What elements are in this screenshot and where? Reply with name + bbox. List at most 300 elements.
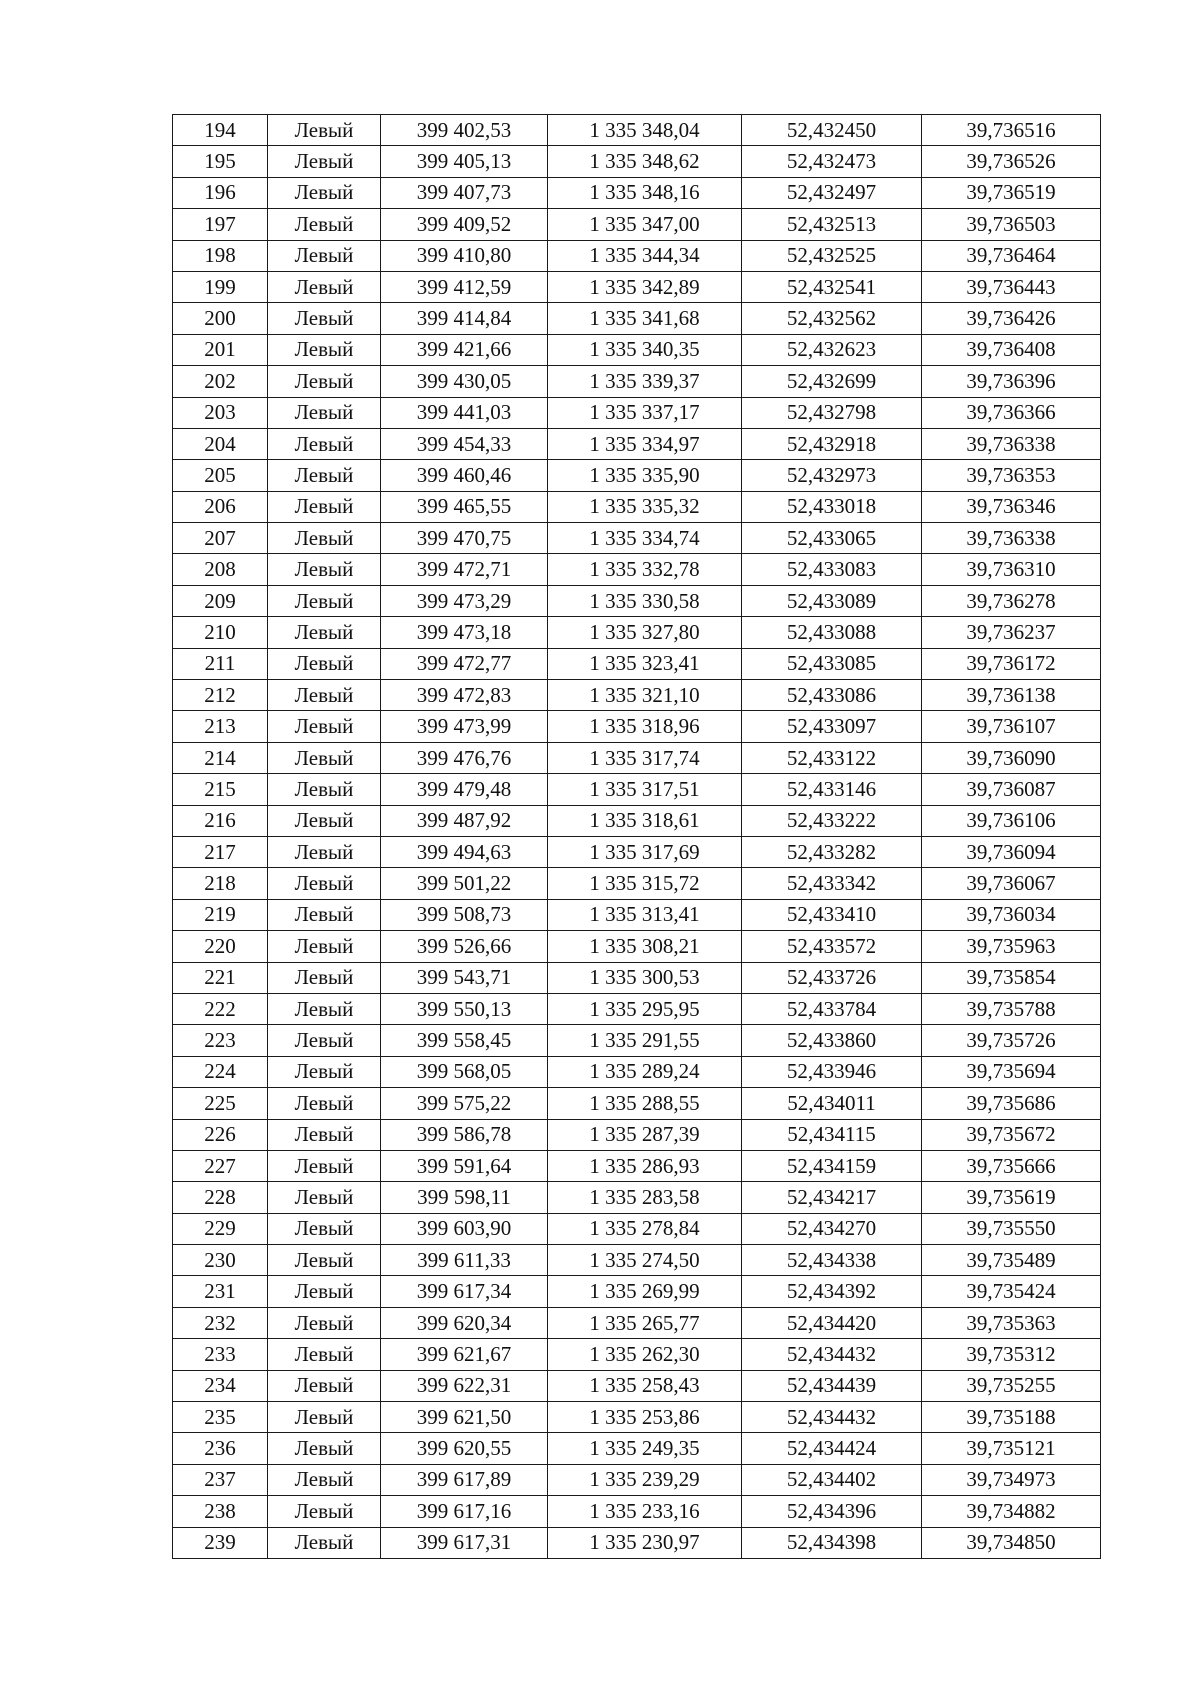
cell-point-number: 231 bbox=[173, 1276, 268, 1307]
cell-side: Левый bbox=[268, 209, 381, 240]
cell-side: Левый bbox=[268, 460, 381, 491]
cell-side: Левый bbox=[268, 1276, 381, 1307]
cell-side: Левый bbox=[268, 617, 381, 648]
table-row bbox=[173, 1339, 1101, 1370]
cell-point-number: 239 bbox=[173, 1527, 268, 1558]
cell-coord-y: 1 335 288,55 bbox=[548, 1088, 742, 1119]
table-row bbox=[173, 1119, 1101, 1150]
cell-coord-y: 1 335 334,97 bbox=[548, 428, 742, 459]
cell-coord-y: 1 335 274,50 bbox=[548, 1245, 742, 1276]
cell-coord-y: 1 335 269,99 bbox=[548, 1276, 742, 1307]
cell-longitude: 39,736366 bbox=[922, 397, 1101, 428]
coordinates-table bbox=[172, 114, 1101, 1559]
cell-latitude: 52,434432 bbox=[742, 1339, 922, 1370]
cell-point-number: 218 bbox=[173, 868, 268, 899]
cell-longitude: 39,736464 bbox=[922, 240, 1101, 271]
cell-point-number: 225 bbox=[173, 1088, 268, 1119]
cell-coord-y: 1 335 315,72 bbox=[548, 868, 742, 899]
table-row bbox=[173, 1150, 1101, 1181]
cell-latitude: 52,434338 bbox=[742, 1245, 922, 1276]
cell-point-number: 226 bbox=[173, 1119, 268, 1150]
cell-longitude: 39,735255 bbox=[922, 1370, 1101, 1401]
cell-side: Левый bbox=[268, 1402, 381, 1433]
cell-longitude: 39,736106 bbox=[922, 805, 1101, 836]
cell-longitude: 39,736396 bbox=[922, 366, 1101, 397]
cell-side: Левый bbox=[268, 115, 381, 146]
cell-coord-x: 399 410,80 bbox=[381, 240, 548, 271]
table-row bbox=[173, 962, 1101, 993]
table-row bbox=[173, 115, 1101, 146]
cell-coord-x: 399 543,71 bbox=[381, 962, 548, 993]
cell-side: Левый bbox=[268, 648, 381, 679]
cell-latitude: 52,432525 bbox=[742, 240, 922, 271]
cell-longitude: 39,735121 bbox=[922, 1433, 1101, 1464]
cell-coord-y: 1 335 348,62 bbox=[548, 146, 742, 177]
cell-latitude: 52,433097 bbox=[742, 711, 922, 742]
cell-latitude: 52,433086 bbox=[742, 680, 922, 711]
cell-point-number: 204 bbox=[173, 428, 268, 459]
cell-side: Левый bbox=[268, 1464, 381, 1495]
cell-latitude: 52,433572 bbox=[742, 931, 922, 962]
cell-coord-y: 1 335 339,37 bbox=[548, 366, 742, 397]
table-row bbox=[173, 1056, 1101, 1087]
cell-side: Левый bbox=[268, 334, 381, 365]
cell-coord-y: 1 335 348,04 bbox=[548, 115, 742, 146]
cell-point-number: 233 bbox=[173, 1339, 268, 1370]
cell-latitude: 52,433146 bbox=[742, 774, 922, 805]
cell-point-number: 213 bbox=[173, 711, 268, 742]
cell-coord-x: 399 412,59 bbox=[381, 271, 548, 302]
cell-point-number: 216 bbox=[173, 805, 268, 836]
table-row bbox=[173, 428, 1101, 459]
cell-coord-x: 399 617,16 bbox=[381, 1496, 548, 1527]
cell-coord-x: 399 508,73 bbox=[381, 899, 548, 930]
table-row bbox=[173, 868, 1101, 899]
cell-coord-y: 1 335 300,53 bbox=[548, 962, 742, 993]
cell-latitude: 52,434424 bbox=[742, 1433, 922, 1464]
cell-point-number: 202 bbox=[173, 366, 268, 397]
table-row bbox=[173, 491, 1101, 522]
cell-coord-x: 399 620,34 bbox=[381, 1307, 548, 1338]
cell-latitude: 52,433946 bbox=[742, 1056, 922, 1087]
cell-latitude: 52,432562 bbox=[742, 303, 922, 334]
table-row bbox=[173, 397, 1101, 428]
cell-longitude: 39,734850 bbox=[922, 1527, 1101, 1558]
cell-point-number: 198 bbox=[173, 240, 268, 271]
cell-point-number: 236 bbox=[173, 1433, 268, 1464]
cell-side: Левый bbox=[268, 1245, 381, 1276]
table-row bbox=[173, 993, 1101, 1024]
cell-longitude: 39,734973 bbox=[922, 1464, 1101, 1495]
cell-side: Левый bbox=[268, 1527, 381, 1558]
cell-latitude: 52,432918 bbox=[742, 428, 922, 459]
cell-side: Левый bbox=[268, 1150, 381, 1181]
cell-coord-x: 399 621,50 bbox=[381, 1402, 548, 1433]
cell-latitude: 52,434439 bbox=[742, 1370, 922, 1401]
cell-coord-y: 1 335 286,93 bbox=[548, 1150, 742, 1181]
cell-coord-x: 399 454,33 bbox=[381, 428, 548, 459]
cell-longitude: 39,736443 bbox=[922, 271, 1101, 302]
cell-point-number: 196 bbox=[173, 177, 268, 208]
cell-longitude: 39,735489 bbox=[922, 1245, 1101, 1276]
cell-coord-y: 1 335 335,90 bbox=[548, 460, 742, 491]
cell-point-number: 209 bbox=[173, 585, 268, 616]
cell-point-number: 234 bbox=[173, 1370, 268, 1401]
cell-longitude: 39,736138 bbox=[922, 680, 1101, 711]
table-row bbox=[173, 836, 1101, 867]
cell-latitude: 52,433282 bbox=[742, 836, 922, 867]
cell-longitude: 39,736034 bbox=[922, 899, 1101, 930]
cell-coord-y: 1 335 341,68 bbox=[548, 303, 742, 334]
cell-side: Левый bbox=[268, 428, 381, 459]
cell-coord-y: 1 335 230,97 bbox=[548, 1527, 742, 1558]
cell-point-number: 195 bbox=[173, 146, 268, 177]
cell-coord-y: 1 335 233,16 bbox=[548, 1496, 742, 1527]
cell-side: Левый bbox=[268, 742, 381, 773]
cell-side: Левый bbox=[268, 177, 381, 208]
cell-longitude: 39,736310 bbox=[922, 554, 1101, 585]
cell-point-number: 229 bbox=[173, 1213, 268, 1244]
cell-side: Левый bbox=[268, 774, 381, 805]
cell-latitude: 52,434420 bbox=[742, 1307, 922, 1338]
cell-longitude: 39,736278 bbox=[922, 585, 1101, 616]
table-row bbox=[173, 742, 1101, 773]
cell-latitude: 52,433784 bbox=[742, 993, 922, 1024]
cell-latitude: 52,433089 bbox=[742, 585, 922, 616]
cell-side: Левый bbox=[268, 899, 381, 930]
cell-latitude: 52,434396 bbox=[742, 1496, 922, 1527]
cell-coord-x: 399 430,05 bbox=[381, 366, 548, 397]
cell-side: Левый bbox=[268, 931, 381, 962]
cell-longitude: 39,736353 bbox=[922, 460, 1101, 491]
cell-coord-x: 399 409,52 bbox=[381, 209, 548, 240]
cell-coord-x: 399 414,84 bbox=[381, 303, 548, 334]
cell-coord-y: 1 335 308,21 bbox=[548, 931, 742, 962]
cell-side: Левый bbox=[268, 271, 381, 302]
table-row bbox=[173, 366, 1101, 397]
cell-coord-x: 399 617,31 bbox=[381, 1527, 548, 1558]
cell-coord-y: 1 335 239,29 bbox=[548, 1464, 742, 1495]
cell-point-number: 223 bbox=[173, 1025, 268, 1056]
cell-longitude: 39,734882 bbox=[922, 1496, 1101, 1527]
table-body bbox=[173, 115, 1101, 1559]
cell-point-number: 219 bbox=[173, 899, 268, 930]
cell-latitude: 52,432798 bbox=[742, 397, 922, 428]
cell-latitude: 52,433122 bbox=[742, 742, 922, 773]
cell-coord-y: 1 335 295,95 bbox=[548, 993, 742, 1024]
table-row bbox=[173, 899, 1101, 930]
cell-longitude: 39,735666 bbox=[922, 1150, 1101, 1181]
cell-side: Левый bbox=[268, 240, 381, 271]
cell-coord-y: 1 335 287,39 bbox=[548, 1119, 742, 1150]
cell-longitude: 39,735726 bbox=[922, 1025, 1101, 1056]
cell-longitude: 39,735672 bbox=[922, 1119, 1101, 1150]
table-row bbox=[173, 1276, 1101, 1307]
cell-latitude: 52,433088 bbox=[742, 617, 922, 648]
cell-latitude: 52,433065 bbox=[742, 523, 922, 554]
cell-coord-x: 399 591,64 bbox=[381, 1150, 548, 1181]
table-row bbox=[173, 1025, 1101, 1056]
cell-point-number: 203 bbox=[173, 397, 268, 428]
cell-point-number: 214 bbox=[173, 742, 268, 773]
cell-latitude: 52,434217 bbox=[742, 1182, 922, 1213]
cell-coord-x: 399 407,73 bbox=[381, 177, 548, 208]
cell-point-number: 238 bbox=[173, 1496, 268, 1527]
cell-latitude: 52,432699 bbox=[742, 366, 922, 397]
cell-longitude: 39,736408 bbox=[922, 334, 1101, 365]
cell-longitude: 39,735686 bbox=[922, 1088, 1101, 1119]
cell-longitude: 39,735312 bbox=[922, 1339, 1101, 1370]
cell-side: Левый bbox=[268, 523, 381, 554]
cell-side: Левый bbox=[268, 1496, 381, 1527]
cell-latitude: 52,434159 bbox=[742, 1150, 922, 1181]
table-row bbox=[173, 711, 1101, 742]
cell-side: Левый bbox=[268, 303, 381, 334]
table-row bbox=[173, 523, 1101, 554]
cell-side: Левый bbox=[268, 1119, 381, 1150]
cell-latitude: 52,434011 bbox=[742, 1088, 922, 1119]
table-row bbox=[173, 1182, 1101, 1213]
cell-coord-y: 1 335 318,96 bbox=[548, 711, 742, 742]
cell-coord-x: 399 526,66 bbox=[381, 931, 548, 962]
cell-side: Левый bbox=[268, 836, 381, 867]
cell-latitude: 52,432541 bbox=[742, 271, 922, 302]
cell-point-number: 220 bbox=[173, 931, 268, 962]
cell-latitude: 52,434115 bbox=[742, 1119, 922, 1150]
cell-point-number: 224 bbox=[173, 1056, 268, 1087]
cell-point-number: 235 bbox=[173, 1402, 268, 1433]
cell-coord-y: 1 335 262,30 bbox=[548, 1339, 742, 1370]
cell-longitude: 39,736090 bbox=[922, 742, 1101, 773]
cell-coord-x: 399 611,33 bbox=[381, 1245, 548, 1276]
cell-coord-y: 1 335 335,32 bbox=[548, 491, 742, 522]
cell-point-number: 222 bbox=[173, 993, 268, 1024]
table-row bbox=[173, 680, 1101, 711]
table-row bbox=[173, 334, 1101, 365]
cell-coord-y: 1 335 258,43 bbox=[548, 1370, 742, 1401]
cell-coord-x: 399 472,83 bbox=[381, 680, 548, 711]
cell-coord-y: 1 335 327,80 bbox=[548, 617, 742, 648]
table-row bbox=[173, 617, 1101, 648]
cell-point-number: 197 bbox=[173, 209, 268, 240]
cell-coord-y: 1 335 265,77 bbox=[548, 1307, 742, 1338]
cell-point-number: 237 bbox=[173, 1464, 268, 1495]
table-row bbox=[173, 303, 1101, 334]
cell-side: Левый bbox=[268, 554, 381, 585]
cell-coord-x: 399 621,67 bbox=[381, 1339, 548, 1370]
cell-latitude: 52,432450 bbox=[742, 115, 922, 146]
cell-side: Левый bbox=[268, 146, 381, 177]
cell-coord-x: 399 441,03 bbox=[381, 397, 548, 428]
cell-side: Левый bbox=[268, 1307, 381, 1338]
table-row bbox=[173, 1213, 1101, 1244]
cell-coord-y: 1 335 344,34 bbox=[548, 240, 742, 271]
cell-latitude: 52,434432 bbox=[742, 1402, 922, 1433]
cell-side: Левый bbox=[268, 993, 381, 1024]
cell-coord-y: 1 335 330,58 bbox=[548, 585, 742, 616]
cell-coord-y: 1 335 289,24 bbox=[548, 1056, 742, 1087]
cell-side: Левый bbox=[268, 1370, 381, 1401]
cell-coord-y: 1 335 291,55 bbox=[548, 1025, 742, 1056]
cell-latitude: 52,433860 bbox=[742, 1025, 922, 1056]
cell-side: Левый bbox=[268, 1433, 381, 1464]
cell-longitude: 39,736107 bbox=[922, 711, 1101, 742]
cell-longitude: 39,735188 bbox=[922, 1402, 1101, 1433]
cell-longitude: 39,735963 bbox=[922, 931, 1101, 962]
cell-latitude: 52,434270 bbox=[742, 1213, 922, 1244]
cell-coord-x: 399 473,29 bbox=[381, 585, 548, 616]
cell-latitude: 52,432497 bbox=[742, 177, 922, 208]
cell-longitude: 39,736516 bbox=[922, 115, 1101, 146]
cell-side: Левый bbox=[268, 805, 381, 836]
cell-coord-y: 1 335 323,41 bbox=[548, 648, 742, 679]
cell-coord-y: 1 335 317,69 bbox=[548, 836, 742, 867]
cell-latitude: 52,432623 bbox=[742, 334, 922, 365]
cell-longitude: 39,736503 bbox=[922, 209, 1101, 240]
cell-coord-y: 1 335 278,84 bbox=[548, 1213, 742, 1244]
cell-longitude: 39,735788 bbox=[922, 993, 1101, 1024]
table-row bbox=[173, 1433, 1101, 1464]
cell-coord-x: 399 479,48 bbox=[381, 774, 548, 805]
table-row bbox=[173, 1402, 1101, 1433]
cell-coord-x: 399 472,77 bbox=[381, 648, 548, 679]
cell-longitude: 39,736237 bbox=[922, 617, 1101, 648]
table-row bbox=[173, 209, 1101, 240]
cell-coord-x: 399 575,22 bbox=[381, 1088, 548, 1119]
cell-longitude: 39,736426 bbox=[922, 303, 1101, 334]
cell-coord-x: 399 405,13 bbox=[381, 146, 548, 177]
cell-point-number: 205 bbox=[173, 460, 268, 491]
cell-longitude: 39,735550 bbox=[922, 1213, 1101, 1244]
cell-longitude: 39,736338 bbox=[922, 523, 1101, 554]
cell-side: Левый bbox=[268, 1213, 381, 1244]
table-row bbox=[173, 1496, 1101, 1527]
cell-longitude: 39,735619 bbox=[922, 1182, 1101, 1213]
table-row bbox=[173, 648, 1101, 679]
table-row bbox=[173, 146, 1101, 177]
cell-coord-y: 1 335 332,78 bbox=[548, 554, 742, 585]
cell-coord-x: 399 476,76 bbox=[381, 742, 548, 773]
cell-coord-y: 1 335 347,00 bbox=[548, 209, 742, 240]
cell-coord-y: 1 335 348,16 bbox=[548, 177, 742, 208]
cell-latitude: 52,433083 bbox=[742, 554, 922, 585]
table-row bbox=[173, 805, 1101, 836]
table-row bbox=[173, 1464, 1101, 1495]
cell-coord-x: 399 465,55 bbox=[381, 491, 548, 522]
cell-coord-x: 399 558,45 bbox=[381, 1025, 548, 1056]
table-row bbox=[173, 774, 1101, 805]
cell-latitude: 52,432513 bbox=[742, 209, 922, 240]
cell-point-number: 201 bbox=[173, 334, 268, 365]
cell-longitude: 39,735694 bbox=[922, 1056, 1101, 1087]
cell-coord-x: 399 473,99 bbox=[381, 711, 548, 742]
cell-coord-x: 399 586,78 bbox=[381, 1119, 548, 1150]
cell-point-number: 199 bbox=[173, 271, 268, 302]
cell-side: Левый bbox=[268, 711, 381, 742]
cell-point-number: 230 bbox=[173, 1245, 268, 1276]
cell-longitude: 39,735854 bbox=[922, 962, 1101, 993]
cell-coord-y: 1 335 249,35 bbox=[548, 1433, 742, 1464]
cell-side: Левый bbox=[268, 1182, 381, 1213]
table-row bbox=[173, 1527, 1101, 1558]
cell-side: Левый bbox=[268, 1025, 381, 1056]
cell-longitude: 39,736087 bbox=[922, 774, 1101, 805]
cell-coord-x: 399 460,46 bbox=[381, 460, 548, 491]
table-row bbox=[173, 271, 1101, 302]
cell-coord-y: 1 335 337,17 bbox=[548, 397, 742, 428]
table-row bbox=[173, 240, 1101, 271]
cell-latitude: 52,434392 bbox=[742, 1276, 922, 1307]
cell-coord-x: 399 501,22 bbox=[381, 868, 548, 899]
table-row bbox=[173, 177, 1101, 208]
cell-point-number: 228 bbox=[173, 1182, 268, 1213]
cell-point-number: 200 bbox=[173, 303, 268, 334]
cell-longitude: 39,736067 bbox=[922, 868, 1101, 899]
cell-longitude: 39,736172 bbox=[922, 648, 1101, 679]
cell-coord-x: 399 617,34 bbox=[381, 1276, 548, 1307]
cell-point-number: 210 bbox=[173, 617, 268, 648]
cell-coord-y: 1 335 317,51 bbox=[548, 774, 742, 805]
cell-coord-y: 1 335 253,86 bbox=[548, 1402, 742, 1433]
table-row bbox=[173, 1307, 1101, 1338]
cell-coord-x: 399 494,63 bbox=[381, 836, 548, 867]
cell-latitude: 52,433018 bbox=[742, 491, 922, 522]
cell-coord-x: 399 603,90 bbox=[381, 1213, 548, 1244]
cell-coord-x: 399 472,71 bbox=[381, 554, 548, 585]
cell-side: Левый bbox=[268, 962, 381, 993]
cell-latitude: 52,433085 bbox=[742, 648, 922, 679]
table-row bbox=[173, 460, 1101, 491]
cell-coord-y: 1 335 317,74 bbox=[548, 742, 742, 773]
cell-coord-x: 399 550,13 bbox=[381, 993, 548, 1024]
cell-coord-y: 1 335 342,89 bbox=[548, 271, 742, 302]
table-row bbox=[173, 1370, 1101, 1401]
cell-point-number: 215 bbox=[173, 774, 268, 805]
cell-longitude: 39,736346 bbox=[922, 491, 1101, 522]
cell-longitude: 39,736526 bbox=[922, 146, 1101, 177]
cell-latitude: 52,434402 bbox=[742, 1464, 922, 1495]
cell-side: Левый bbox=[268, 1088, 381, 1119]
cell-point-number: 232 bbox=[173, 1307, 268, 1338]
cell-longitude: 39,735424 bbox=[922, 1276, 1101, 1307]
cell-latitude: 52,433726 bbox=[742, 962, 922, 993]
cell-point-number: 194 bbox=[173, 115, 268, 146]
cell-side: Левый bbox=[268, 868, 381, 899]
cell-coord-x: 399 487,92 bbox=[381, 805, 548, 836]
cell-longitude: 39,736519 bbox=[922, 177, 1101, 208]
cell-coord-x: 399 622,31 bbox=[381, 1370, 548, 1401]
cell-longitude: 39,736094 bbox=[922, 836, 1101, 867]
cell-side: Левый bbox=[268, 585, 381, 616]
cell-coord-y: 1 335 283,58 bbox=[548, 1182, 742, 1213]
table-row bbox=[173, 931, 1101, 962]
cell-coord-x: 399 598,11 bbox=[381, 1182, 548, 1213]
cell-latitude: 52,433342 bbox=[742, 868, 922, 899]
cell-point-number: 206 bbox=[173, 491, 268, 522]
cell-side: Левый bbox=[268, 491, 381, 522]
cell-coord-y: 1 335 340,35 bbox=[548, 334, 742, 365]
cell-latitude: 52,433222 bbox=[742, 805, 922, 836]
table-row bbox=[173, 1088, 1101, 1119]
cell-latitude: 52,433410 bbox=[742, 899, 922, 930]
cell-point-number: 227 bbox=[173, 1150, 268, 1181]
cell-coord-y: 1 335 321,10 bbox=[548, 680, 742, 711]
cell-coord-x: 399 473,18 bbox=[381, 617, 548, 648]
cell-point-number: 211 bbox=[173, 648, 268, 679]
cell-side: Левый bbox=[268, 1056, 381, 1087]
cell-point-number: 208 bbox=[173, 554, 268, 585]
cell-point-number: 207 bbox=[173, 523, 268, 554]
